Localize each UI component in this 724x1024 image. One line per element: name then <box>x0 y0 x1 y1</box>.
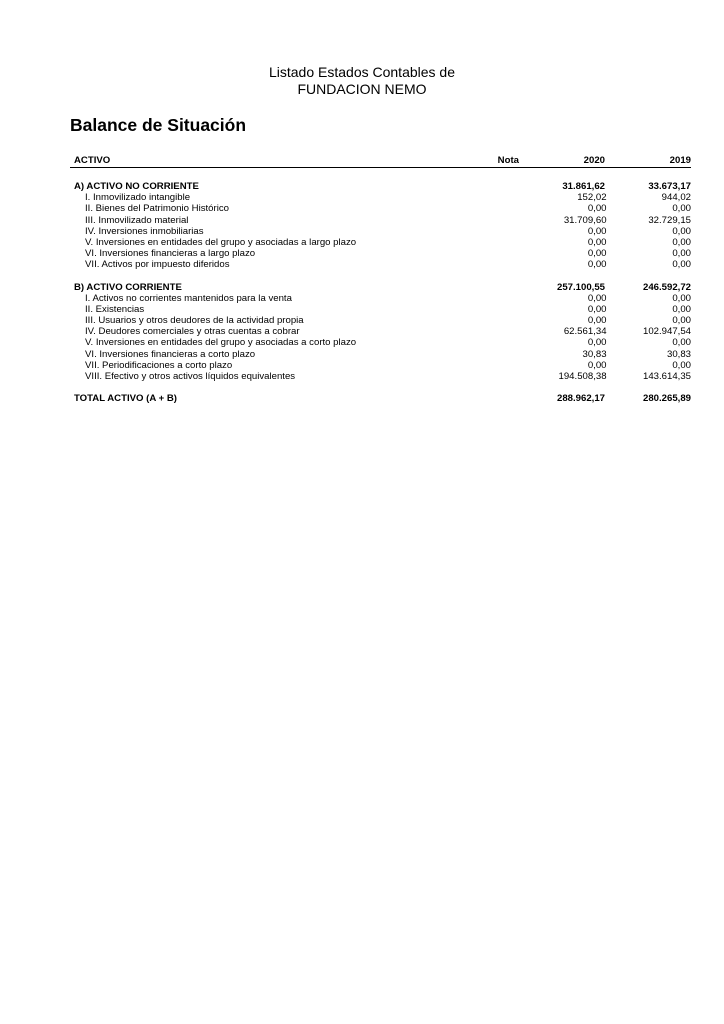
row-nota <box>458 326 522 337</box>
row-value-2019: 280.265,89 <box>642 393 691 405</box>
table-row <box>70 371 691 382</box>
row-spacer <box>70 168 691 181</box>
row-nota <box>458 293 522 304</box>
row-value-2019: 0,00 <box>672 359 691 371</box>
row-nota <box>458 360 522 371</box>
row-value-2020: 0,00 <box>587 292 607 304</box>
table-row <box>70 349 691 360</box>
row-value-2019: 0,00 <box>672 337 691 349</box>
row-label: III. Usuarios y otros deudores de la actividad propia <box>85 315 304 327</box>
row-value-2019: 246.592,72 <box>642 281 691 293</box>
row-value-2020: 0,00 <box>587 359 607 371</box>
row-value-2019: 33.673,17 <box>648 181 691 192</box>
row-nota <box>458 226 522 237</box>
row-value-2019: 0,00 <box>672 259 691 271</box>
row-value-2020: 152,02 <box>577 192 607 204</box>
column-header-2020: 2020 <box>583 154 605 166</box>
row-value-2019: 0,00 <box>672 315 691 327</box>
table-row <box>70 360 691 371</box>
row-value-2020: 31.861,62 <box>562 181 605 192</box>
row-value-2019: 944,02 <box>661 192 691 204</box>
row-label: IV. Deudores comerciales y otras cuentas a cobrar <box>85 326 300 338</box>
header-line-2: FUNDACION NEMO <box>297 81 427 97</box>
column-header-2019: 2019 <box>669 154 691 166</box>
section-heading-row <box>70 181 691 192</box>
row-value-2019: 0,00 <box>672 303 691 315</box>
row-label: IV. Inversiones inmobiliarias <box>85 225 204 237</box>
row-label: V. Inversiones en entidades del grupo y asociadas a corto plazo <box>85 337 357 349</box>
row-label: VIII. Efectivo y otros activos líquidos equivalentes <box>85 371 296 382</box>
table-row <box>70 203 691 214</box>
row-value-2020: 0,00 <box>587 259 607 271</box>
row-nota <box>458 248 522 259</box>
section-heading-row <box>70 282 691 293</box>
row-value-2020: 0,00 <box>587 203 607 215</box>
row-value-2020: 0,00 <box>587 303 607 315</box>
row-label: VII. Periodificaciones a corto plazo <box>85 359 233 371</box>
row-nota <box>458 304 522 315</box>
row-label: I. Inmovilizado intangible <box>85 192 191 204</box>
table-row <box>70 237 691 248</box>
row-spacer <box>70 271 691 282</box>
row-value-2019: 0,00 <box>672 203 691 215</box>
header-line-1: Listado Estados Contables de <box>268 64 455 80</box>
row-value-2020: 288.962,17 <box>556 393 605 405</box>
table-row <box>70 192 691 203</box>
table-row <box>70 248 691 259</box>
row-value-2020: 194.508,38 <box>558 371 607 382</box>
row-value-2019: 143.614,35 <box>642 371 691 382</box>
row-label: TOTAL ACTIVO (A + B) <box>74 393 177 405</box>
row-nota <box>458 315 522 326</box>
table-row <box>70 293 691 304</box>
row-label: A) ACTIVO NO CORRIENTE <box>74 181 199 192</box>
row-value-2019: 30,83 <box>666 348 691 360</box>
balance-table <box>70 154 691 404</box>
row-label: II. Existencias <box>85 303 145 315</box>
row-label: VII. Activos por impuesto diferidos <box>85 259 230 271</box>
column-header-nota: Nota <box>497 154 519 166</box>
table-row <box>70 215 691 226</box>
table-row <box>70 226 691 237</box>
row-label: II. Bienes del Patrimonio Histórico <box>85 203 229 215</box>
table-row <box>70 304 691 315</box>
row-value-2020: 0,00 <box>587 225 607 237</box>
row-value-2019: 32.729,15 <box>648 214 691 226</box>
table-row <box>70 259 691 270</box>
row-nota <box>458 215 522 226</box>
page-title: Balance de Situación <box>70 115 247 135</box>
row-label: B) ACTIVO CORRIENTE <box>74 281 182 293</box>
row-value-2020: 0,00 <box>587 236 607 248</box>
table-body <box>70 168 691 404</box>
row-value-2020: 0,00 <box>587 337 607 349</box>
row-label: III. Inmovilizado material <box>85 214 189 226</box>
row-value-2019: 0,00 <box>672 292 691 304</box>
row-nota <box>458 337 522 348</box>
row-value-2019: 0,00 <box>672 225 691 237</box>
row-value-2020: 257.100,55 <box>556 281 605 293</box>
row-nota <box>458 349 522 360</box>
table-row <box>70 326 691 337</box>
column-header-activo: ACTIVO <box>74 154 111 166</box>
row-label: V. Inversiones en entidades del grupo y asociadas a largo plazo <box>85 236 357 248</box>
row-value-2020: 30,83 <box>582 348 607 360</box>
row-nota <box>458 237 522 248</box>
row-nota <box>454 181 519 192</box>
row-label: VI. Inversiones financieras a largo plazo <box>85 248 256 260</box>
row-label: VI. Inversiones financieras a corto plazo <box>85 348 256 360</box>
table-header-row <box>70 154 691 168</box>
row-nota <box>454 393 519 404</box>
row-value-2020: 0,00 <box>587 248 607 260</box>
row-nota <box>458 371 522 382</box>
row-spacer <box>70 382 691 393</box>
row-value-2019: 0,00 <box>672 248 691 260</box>
total-row <box>70 393 691 404</box>
table-row <box>70 315 691 326</box>
row-value-2020: 31.709,60 <box>563 214 607 226</box>
row-label: I. Activos no corrientes mantenidos para la venta <box>85 292 292 304</box>
table-row <box>70 337 691 348</box>
row-value-2019: 0,00 <box>672 236 691 248</box>
row-value-2019: 102.947,54 <box>642 326 691 338</box>
row-nota <box>458 203 522 214</box>
document-header <box>0 64 724 98</box>
row-value-2020: 62.561,34 <box>563 326 607 338</box>
row-value-2020: 0,00 <box>587 315 607 327</box>
row-nota <box>454 282 519 293</box>
row-nota <box>458 259 522 270</box>
row-nota <box>458 192 522 203</box>
